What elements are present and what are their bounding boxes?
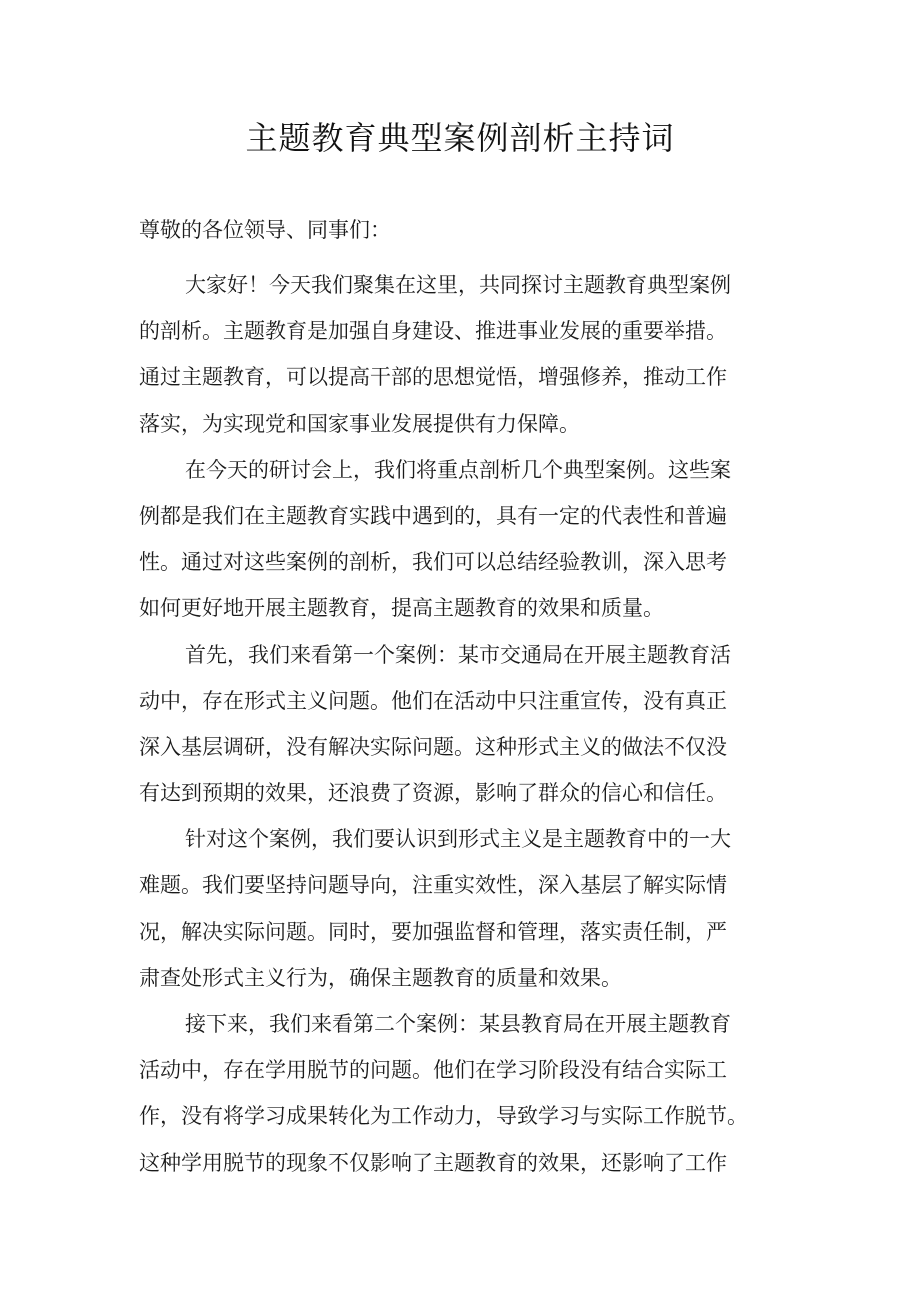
- text-line: 难题。我们要坚持问题导向，注重实效性，深入基层了解实际情: [139, 873, 727, 898]
- text-line: 例都是我们在主题教育实践中遇到的，具有一定的代表性和普遍: [139, 503, 727, 528]
- text-line: 这种学用脱节的现象不仅影响了主题教育的效果，还影响了工作: [139, 1150, 727, 1175]
- text-line: 首先，我们来看第一个案例：某市交通局在开展主题教育活: [185, 642, 731, 667]
- text-line: 动中，存在形式主义问题。他们在活动中只注重宣传，没有真正: [139, 688, 727, 713]
- text-line: 作，没有将学习成果转化为工作动力，导致学习与实际工作脱节。: [139, 1104, 748, 1129]
- document-body: [139, 262, 789, 1186]
- paragraph-case-one: [139, 632, 789, 817]
- text-line: 深入基层调研，没有解决实际问题。这种形式主义的做法不仅没: [139, 734, 727, 759]
- paragraph-seminar-intro: [139, 447, 789, 632]
- text-line: 性。通过对这些案例的剖析，我们可以总结经验教训，深入思考: [139, 550, 727, 575]
- text-line: 通过主题教育，可以提高干部的思想觉悟，增强修养，推动工作: [139, 365, 727, 390]
- text-line: 况，解决实际问题。同时，要加强监督和管理，落实责任制，严: [139, 919, 727, 944]
- document-title: 主题教育典型案例剖析主持词: [245, 119, 675, 157]
- text-line: 有达到预期的效果，还浪费了资源，影响了群众的信心和信任。: [139, 781, 727, 806]
- text-line: 在今天的研讨会上，我们将重点剖析几个典型案例。这些案: [185, 457, 731, 482]
- text-line: 落实，为实现党和国家事业发展提供有力保障。: [139, 411, 580, 436]
- text-line: 的剖析。主题教育是加强自身建设、推进事业发展的重要举措。: [139, 319, 727, 344]
- text-line: 肃查处形式主义行为，确保主题教育的质量和效果。: [139, 965, 622, 990]
- greeting-line: 尊敬的各位领导、同事们：: [139, 218, 391, 242]
- text-line: 如何更好地开展主题教育，提高主题教育的效果和质量。: [139, 596, 664, 621]
- paragraph-case-one-analysis: [139, 816, 789, 1001]
- text-line: 活动中，存在学用脱节的问题。他们在学习阶段没有结合实际工: [139, 1058, 727, 1083]
- text-line: 大家好！今天我们聚集在这里，共同探讨主题教育典型案例: [185, 273, 731, 297]
- paragraph-opening: [139, 262, 789, 447]
- text-line: 接下来，我们来看第二个案例：某县教育局在开展主题教育: [185, 1012, 731, 1036]
- text-line: 针对这个案例，我们要认识到形式主义是主题教育中的一大: [185, 827, 731, 852]
- paragraph-case-two: [139, 1001, 789, 1186]
